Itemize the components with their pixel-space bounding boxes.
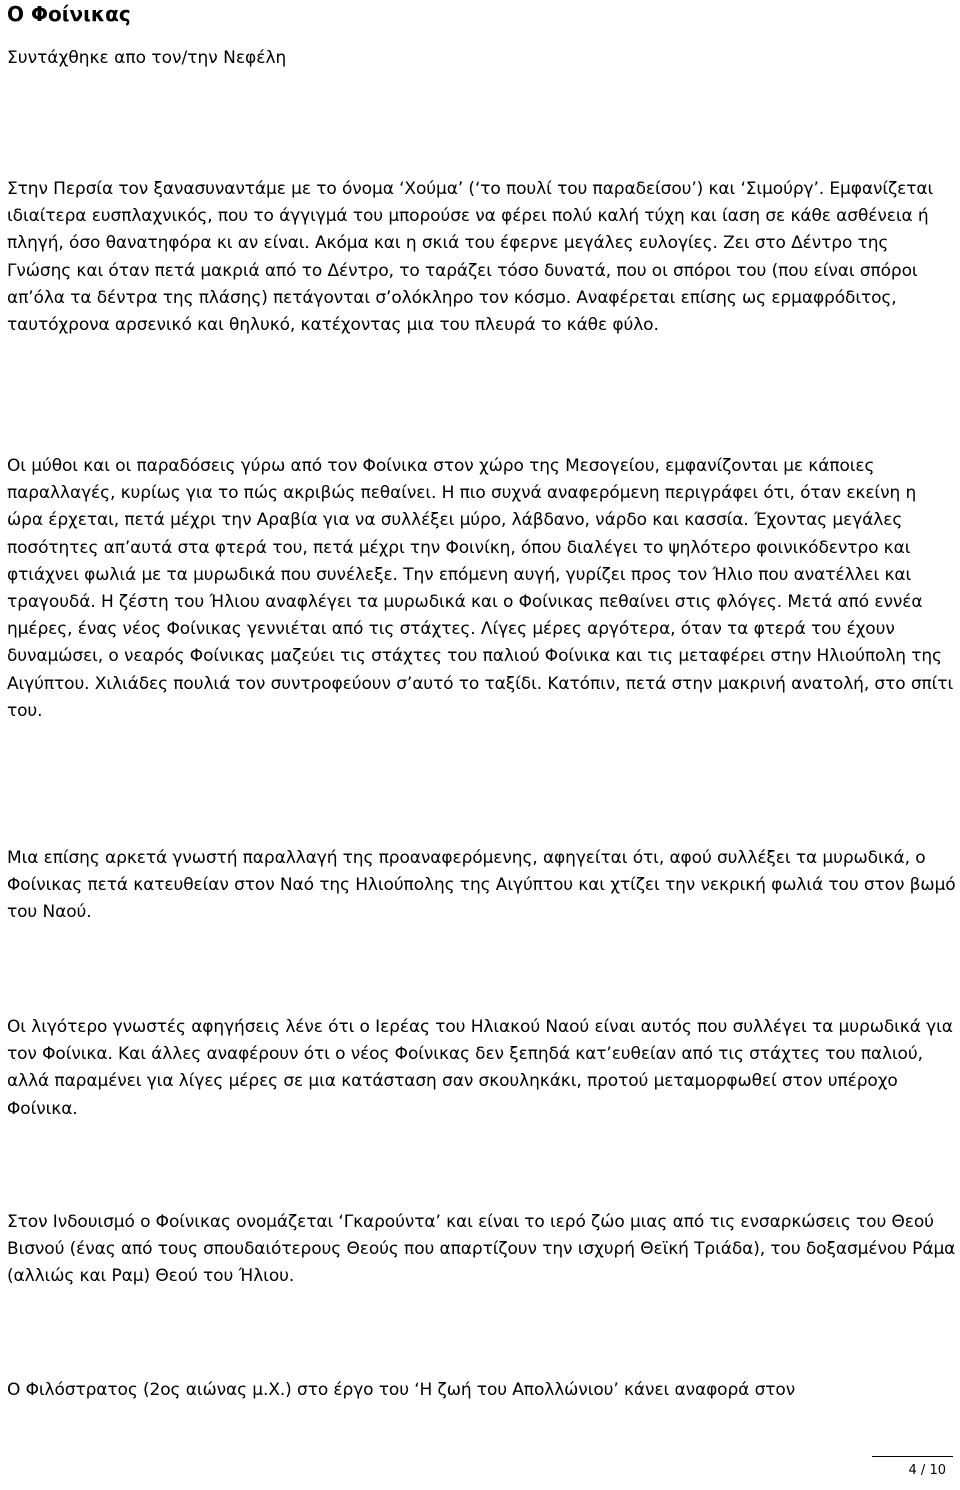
page-number: 4 / 10 [908, 1463, 946, 1478]
paragraph-lesser-known: Οι λιγότερο γνωστές αφηγήσεις λένε ότι ο Ιερέας του Ηλιακού Ναού είναι αυτός που συλλέγει τα μυρωδικά για τον Φοίνικα. Και άλλες αναφέρουν ότι ο νέος Φοίνικας δεν ξεπηδά κατ’ευθείαν από τις στάχτες του παλιού, αλλά παραμένει για λίγες μέρες σε μια κατάσταση σαν σκουληκάκι, προτού μεταμορφωθεί στον υπέροχο Φοίνικα. [7, 1017, 953, 1119]
author-line: Συντάχθηκε απο τον/την Νεφέλη [7, 48, 287, 68]
paragraph-persia: Στην Περσία τον ξανασυναντάμε με το όνομα ‘Χούμα’ (‘το πουλί του παραδείσου’) και ‘Σιμούργ’. Εμφανίζεται ιδιαίτερα ευσπλαχνικός, που το άγγιγμά του μπορούσε να φέρει πολύ καλή τύχη και ίαση σε κάθε ασθένεια ή πληγή, όσο θανατηφόρα κι αν είναι. Ακόμα και η σκιά του έφερνε μεγάλες ευλογίες. Ζει στο Δέντρο της Γνώσης και όταν πετά μακριά από το Δέντρο, το ταράζει τόσο δυνατά, που οι σπόροι του (που είναι σπόροι απ’όλα τα δέντρα της πλάσης) πετάγονται σ’ολόκληρο τον κόσμο. Αναφέρεται επίσης ως ερμαφρόδιτος, ταυτόχρονα αρσενικό και θηλυκό, κατέχοντας μια του πλευρά το κάθε φύλο. [7, 179, 934, 336]
document-title: Ο Φοίνικας [7, 2, 131, 26]
paragraph-philostratus: Ο Φιλόστρατος (2ος αιώνας μ.Χ.) στο έργο του ‘Η ζωή του Απολλώνιου’ κάνει αναφορά στον [7, 1380, 796, 1400]
footer-divider [872, 1456, 953, 1457]
paragraph-mediterranean: Οι μύθοι και οι παραδόσεις γύρω από τον Φοίνικα στον χώρο της Μεσογείου, εμφανίζονται με κάποιες παραλλαγές, κυρίως για το πώς ακριβώς πεθαίνει. Η πιο συχνά αναφερόμενη περιγράφει ότι, όταν εκείνη η ώρα έρχεται, πετά μέχρι την Αραβία για να συλλέξει μύρο, λάβδανο, νάρδο και κασσία. Έχοντας μεγάλες ποσότητες απ’αυτά στα φτερά του, πετά μέχρι την Φοινίκη, όπου διαλέγει το ψηλότερο φοινικόδεντρο και φτιάχνει φωλιά με τα μυρωδικά που συνέλεξε. Την επόμενη αυγή, γυρίζει προς τον Ήλιο που ανατέλλει και τραγουδά. Η ζέστη του Ήλιου αναφλέγει τα μυρωδικά και ο Φοίνικας πεθαίνει στις φλόγες. Μετά από εννέα ημέρες, ένας νέος Φοίνικας γεννιέται από τις στάχτες. Λίγες μέρες αργότερα, όταν τα φτερά του έχουν δυναμώσει, ο νεαρός Φοίνικας μαζεύει τις στάχτες του παλιού Φοίνικα και τις μεταφέρει στην Ηλιούπολη της Αιγύπτου. Χιλιάδες πουλιά τον συντροφεύουν σ’αυτό το ταξίδι. Κατόπιν, πετά στην μακρινή ανατολή, στο σπίτι του. [7, 456, 954, 721]
paragraph-variation: Μια επίσης αρκετά γνωστή παραλλαγή της προαναφερόμενης, αφηγείται ότι, αφού συλλέξει τα μυρωδικά, ο Φοίνικας πετά κατευθείαν στον Ναό της Ηλιούπολης της Αιγύπτου και χτίζει την νεκρική φωλιά του στον βωμό του Ναού. [7, 848, 956, 923]
paragraph-hinduism: Στον Ινδουισμό ο Φοίνικας ονομάζεται ‘Γκαρούντα’ και είναι το ιερό ζώο μιας από τις ενσαρκώσεις του Θεού Βισνού (ένας από τους σπουδαιότερους Θεούς που απαρτίζουν την ισχυρή Θεϊκή Τριάδα), του δοξασμένου Ράμα (αλλιώς και Ραμ) Θεού του Ήλιου. [7, 1212, 956, 1287]
